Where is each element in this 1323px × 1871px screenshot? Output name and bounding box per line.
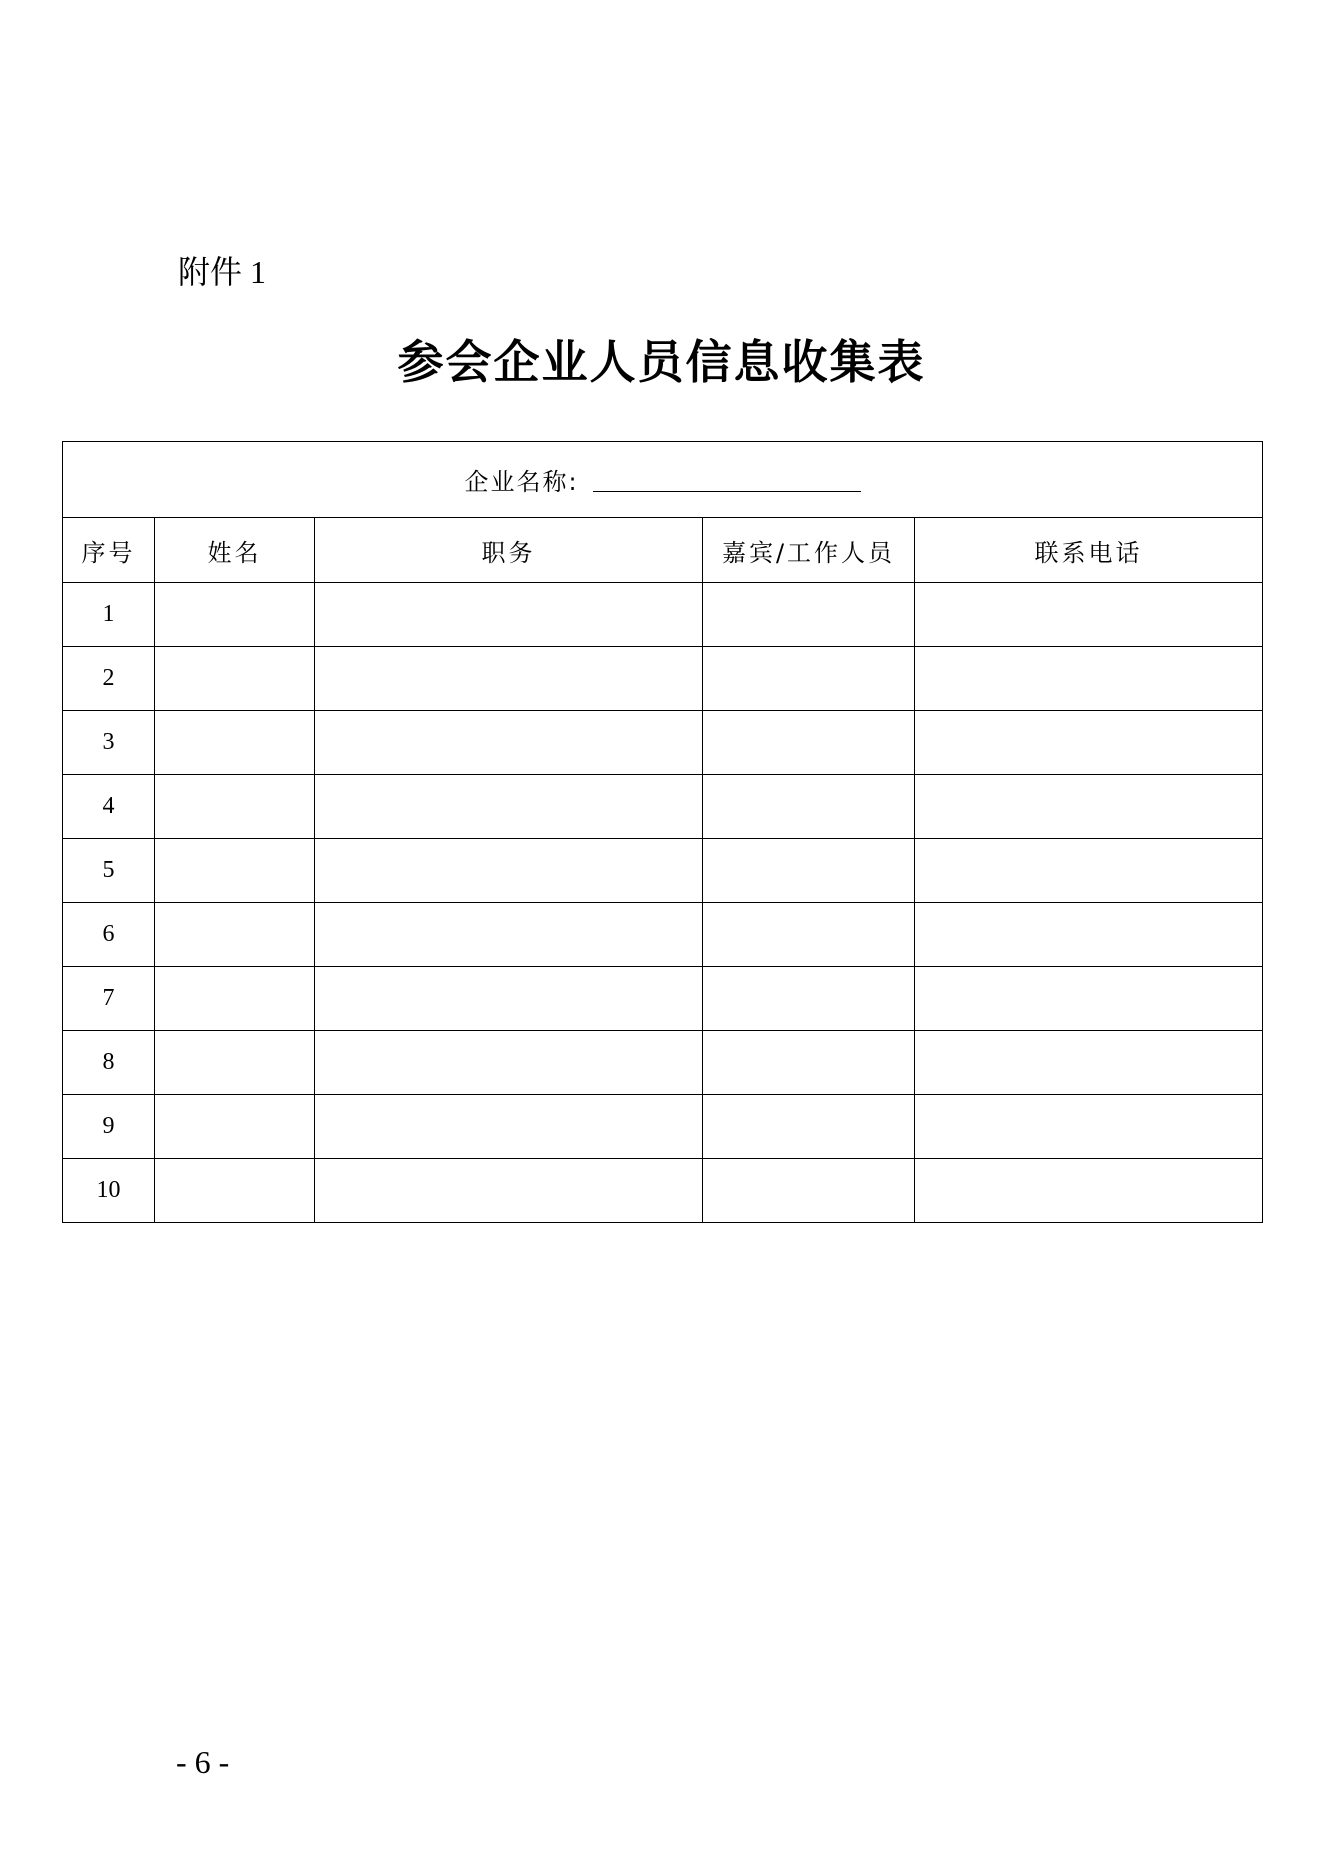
phone-cell[interactable] [915,775,1263,839]
role-cell[interactable] [703,775,915,839]
role-cell[interactable] [703,1159,915,1223]
phone-cell[interactable] [915,967,1263,1031]
row-number: 9 [63,1095,155,1159]
header-name: 姓名 [155,518,315,583]
position-cell[interactable] [315,839,703,903]
table-row [63,711,1263,775]
phone-cell[interactable] [915,1031,1263,1095]
company-name-cell [63,442,1263,518]
position-cell[interactable] [315,903,703,967]
table-row [63,583,1263,647]
name-cell[interactable] [155,711,315,775]
position-cell[interactable] [315,711,703,775]
header-position: 职务 [315,518,703,583]
table-row [63,1095,1263,1159]
row-number: 6 [63,903,155,967]
phone-cell[interactable] [915,711,1263,775]
attachment-number: 1 [250,254,267,290]
name-cell[interactable] [155,775,315,839]
role-cell[interactable] [703,967,915,1031]
document-title: 参会企业人员信息收集表 [397,335,926,389]
company-name-row [63,442,1263,518]
position-cell[interactable] [315,647,703,711]
position-cell[interactable] [315,1095,703,1159]
name-cell[interactable] [155,967,315,1031]
name-cell[interactable] [155,839,315,903]
header-serial-number: 序号 [63,518,155,583]
row-number: 8 [63,1031,155,1095]
page-number: - 6 - [176,1744,230,1780]
row-number: 4 [63,775,155,839]
name-cell[interactable] [155,1095,315,1159]
role-cell[interactable] [703,1031,915,1095]
table-row [63,1031,1263,1095]
phone-cell[interactable] [915,583,1263,647]
name-cell[interactable] [155,903,315,967]
name-cell[interactable] [155,583,315,647]
table-row [63,1159,1263,1223]
company-name-field[interactable] [593,489,861,492]
row-number: 3 [63,711,155,775]
role-cell[interactable] [703,583,915,647]
table-row [63,839,1263,903]
phone-cell[interactable] [915,1095,1263,1159]
row-number: 5 [63,839,155,903]
role-cell[interactable] [703,839,915,903]
table-header-row [63,518,1263,583]
position-cell[interactable] [315,583,703,647]
name-cell[interactable] [155,1031,315,1095]
header-phone: 联系电话 [915,518,1263,583]
name-cell[interactable] [155,1159,315,1223]
info-collection-table [62,441,1263,1223]
phone-cell[interactable] [915,903,1263,967]
position-cell[interactable] [315,1031,703,1095]
row-number: 10 [63,1159,155,1223]
position-cell[interactable] [315,775,703,839]
position-cell[interactable] [315,967,703,1031]
role-cell[interactable] [703,903,915,967]
name-cell[interactable] [155,647,315,711]
row-number: 7 [63,967,155,1031]
company-name-label: 企业名称: [464,468,579,496]
position-cell[interactable] [315,1159,703,1223]
row-number: 2 [63,647,155,711]
role-cell[interactable] [703,1095,915,1159]
table-row [63,647,1263,711]
table-row [63,967,1263,1031]
phone-cell[interactable] [915,1159,1263,1223]
role-cell[interactable] [703,647,915,711]
role-cell[interactable] [703,711,915,775]
header-guest-or-staff: 嘉宾/工作人员 [703,518,915,583]
attachment-label-text: 附件 [178,253,243,291]
table-row [63,775,1263,839]
attachment-label [178,252,266,292]
row-number: 1 [63,583,155,647]
phone-cell[interactable] [915,839,1263,903]
phone-cell[interactable] [915,647,1263,711]
table-row [63,903,1263,967]
